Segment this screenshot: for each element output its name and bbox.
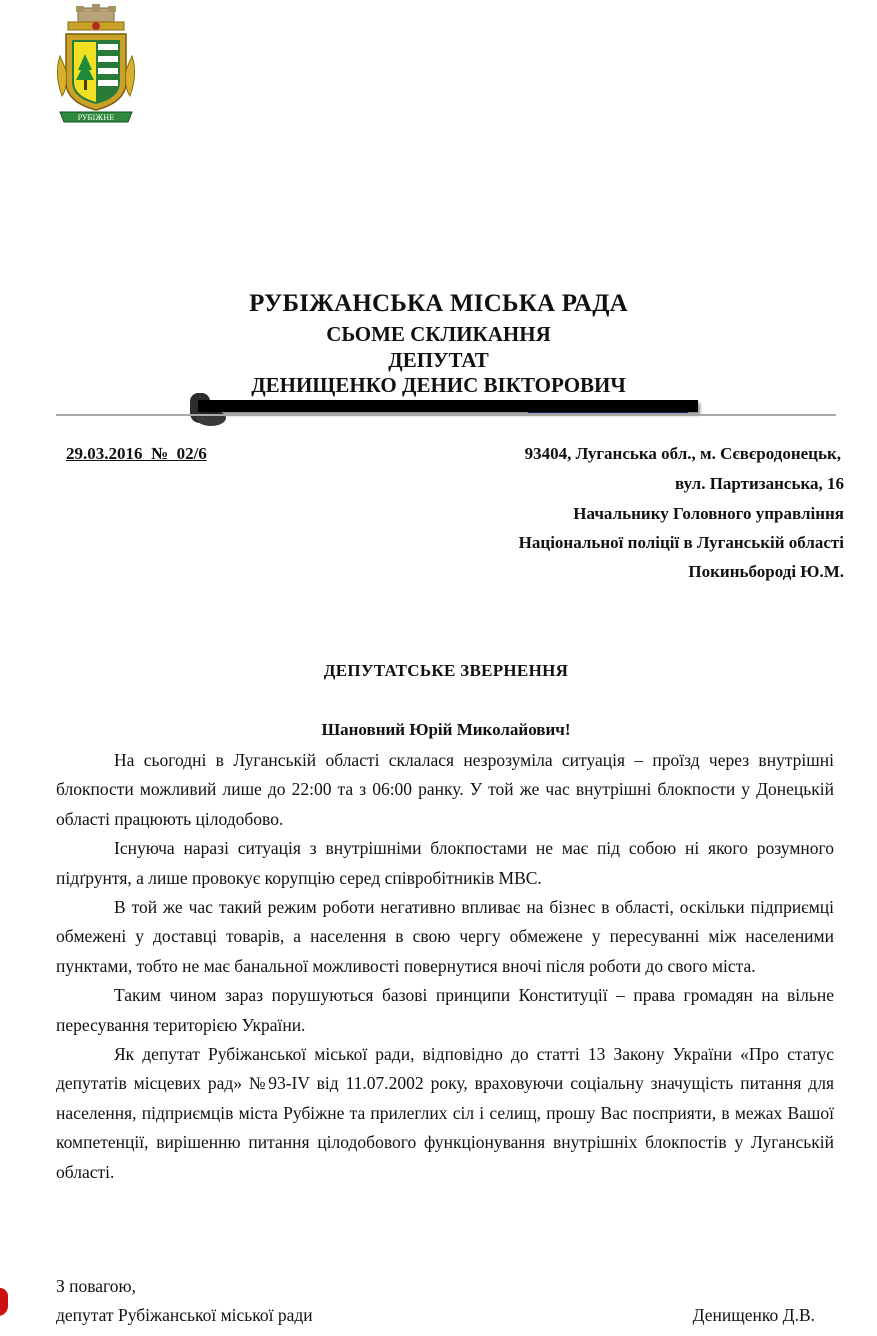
closing-position: депутат Рубіжанської міської ради	[56, 1305, 313, 1325]
deputy-name: ДЕНИЩЕНКО ДЕНИС ВІКТОРОВИЧ	[251, 373, 626, 397]
body-paragraph: Таким чином зараз порушуються базові принципи Конституції – права громадян на вільне пересування територією України.	[56, 985, 834, 1035]
addressee-line: 93404, Луганська обл., м. Сєвєродонецьк,	[524, 444, 841, 463]
redacted-email-link	[528, 412, 688, 413]
addressee-line: Національної поліції в Луганській області	[518, 533, 844, 552]
closing-regards: З повагою,	[56, 1276, 136, 1296]
salutation: Шановний Юрій Миколайович!	[321, 720, 571, 739]
convocation: СЬОМЕ СКЛИКАННЯ	[326, 322, 551, 346]
body-paragraph: Як депутат Рубіжанської міської ради, відповідно до статті 13 Закону України «Про статус депутатів місцевих рад» №93-IV від 11.07.2002 року, враховуючи соціальну значущість питання для населення, підприємців міста Рубіжне та прилеглих сіл і селищ, прошу Вас посприяти, в межах Вашої компетенції, вирішенню питання цілодобового функціонування внутрішніх блокпостів у Луганській області.	[56, 1044, 834, 1182]
header-divider	[56, 414, 836, 416]
date-and-number: 29.03.2016 № 02/6	[66, 444, 207, 463]
deputy-role: ДЕПУТАТ	[388, 348, 489, 372]
body-paragraph: Існуюча наразі ситуація з внутрішніми блокпостами не має під собою ні якого розумного підґрунтя, а лише провокує корупцію серед співробітників МВС.	[56, 838, 834, 888]
document-title: ДЕПУТАТСЬКЕ ЗВЕРНЕННЯ	[323, 661, 569, 680]
signature-name: Денищенко Д.В.	[692, 1305, 815, 1325]
addressee-line: Начальнику Головного управління	[573, 504, 844, 523]
city-coat-of-arms-icon	[54, 4, 138, 126]
letter-body	[56, 746, 834, 1187]
body-paragraph: В той же час такий режим роботи негативно впливає на бізнес в області, оскільки підприємці обмежені у доставці товарів, а населення в свою чергу обмежене у пересуванні між населеними пунктами, тобто не має банальної можливості повернутися вночі після роботи до свого міста.	[56, 897, 834, 976]
redaction-mark	[196, 410, 226, 426]
redacted-contact-line	[198, 400, 698, 412]
body-paragraph: На сьогодні в Луганській області склалася незрозуміла ситуація – проїзд через внутрішні блокпости можливий лише до 22:00 та з 06:00 ранку. У той же час внутрішні блокпости у Донецькій області працюють цілодобово.	[56, 750, 834, 829]
addressee-line: вул. Партизанська, 16	[674, 474, 844, 493]
stamp-fragment	[0, 1288, 8, 1316]
logo-ribbon-text: РУБІЖНЕ	[77, 114, 115, 122]
council-name: РУБІЖАНСЬКА МІСЬКА РАДА	[249, 290, 628, 317]
addressee-line: Покиньбороді Ю.М.	[688, 562, 844, 581]
